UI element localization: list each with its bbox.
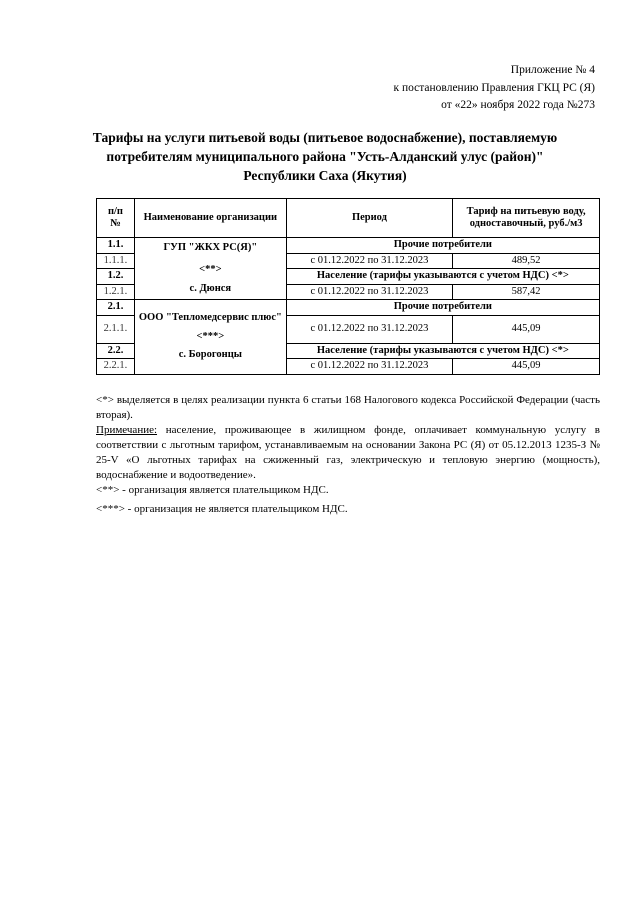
organization-marker: <**> <box>199 264 222 276</box>
remark-text: население, проживающее в жилищном фонде, оплачивает коммунальную услугу в соответствии с льготным тарифом, устанавливаемым на основании Закона РС (Я) от 05.12.2013 1235-З № 25-V «О льготных тарифах на сжиженный газ, электрическую и тепловую энергию (мощность), водоснабжение и водоотведение». <box>96 424 600 481</box>
header-number-line-2: № <box>110 218 121 229</box>
row-number: 2.1. <box>97 300 135 316</box>
category-label: Прочие потребители <box>286 300 599 316</box>
header-period: Период <box>286 199 453 238</box>
tariff-value: 445,09 <box>453 315 600 343</box>
header-number <box>97 199 135 238</box>
remark <box>96 423 600 483</box>
row-number: 1.1.1. <box>97 253 135 269</box>
period-cell: с 01.12.2022 по 31.12.2023 <box>286 359 453 375</box>
footnote-vat-payer: <**> - организация является плательщиком НДС. <box>96 484 329 496</box>
table-header-row <box>97 199 600 238</box>
organization-locality: с. Борогонцы <box>178 349 242 360</box>
period-cell: с 01.12.2022 по 31.12.2023 <box>286 284 453 300</box>
tariff-value: 445,09 <box>453 359 600 375</box>
tariff-value: 587,42 <box>453 284 600 300</box>
category-label: Население (тарифы указываются с учетом НДС) <*> <box>286 343 599 359</box>
title-line-2: потребителям муниципального района "Усть-Алданский улус (район)" <box>106 149 544 164</box>
period-cell: с 01.12.2022 по 31.12.2023 <box>286 315 453 343</box>
category-label: Прочие потребители <box>286 238 599 254</box>
tariff-value: 489,52 <box>453 253 600 269</box>
period-cell: с 01.12.2022 по 31.12.2023 <box>286 253 453 269</box>
footnote-non-vat-payer: <***> - организация не является плательщиком НДС. <box>96 503 348 515</box>
category-label: Население (тарифы указываются с учетом НДС) <*> <box>286 269 599 285</box>
organization-cell <box>134 238 286 300</box>
document-title <box>90 128 560 185</box>
row-number: 1.1. <box>97 238 135 254</box>
remark-label: Примечание: <box>96 424 158 436</box>
resolution-date: от «22» ноября 2022 года №273 <box>441 99 595 111</box>
appendix-number: Приложение № 4 <box>510 64 595 76</box>
row-number: 2.2. <box>97 343 135 359</box>
organization-marker: <***> <box>196 330 225 342</box>
title-line-3: Республики Саха (Якутия) <box>243 168 407 183</box>
row-number: 1.2. <box>97 269 135 285</box>
document-header <box>394 62 596 115</box>
table-row <box>97 238 600 254</box>
header-tariff: Тариф на питьевую воду, одноставочный, руб./м3 <box>453 199 600 238</box>
organization-name: ООО "Тепломедсервис плюс" <box>138 312 282 323</box>
footnote-vat: <*> выделяется в целях реализации пункта 6 статьи 168 Налогового кодекса Российской Федерации (часть вторая). <box>96 394 600 421</box>
footnotes <box>96 393 600 517</box>
row-number: 2.1.1. <box>97 315 135 343</box>
header-organization: Наименование организации <box>134 199 286 238</box>
header-number-line-1: п/п <box>107 205 123 217</box>
organization-name: ГУП "ЖКХ РС(Я)" <box>163 241 258 253</box>
resolution-reference: к постановлению Правления ГКЦ РС (Я) <box>393 81 595 94</box>
table-row <box>97 300 600 316</box>
organization-cell <box>134 300 286 375</box>
tariff-table <box>96 198 600 375</box>
title-line-1: Тарифы на услуги питьевой воды (питьевое водоснабжение), поставляемую <box>92 130 558 145</box>
row-number: 2.2.1. <box>97 359 135 375</box>
organization-locality: с. Дюнся <box>189 282 232 294</box>
row-number: 1.2.1. <box>97 284 135 300</box>
